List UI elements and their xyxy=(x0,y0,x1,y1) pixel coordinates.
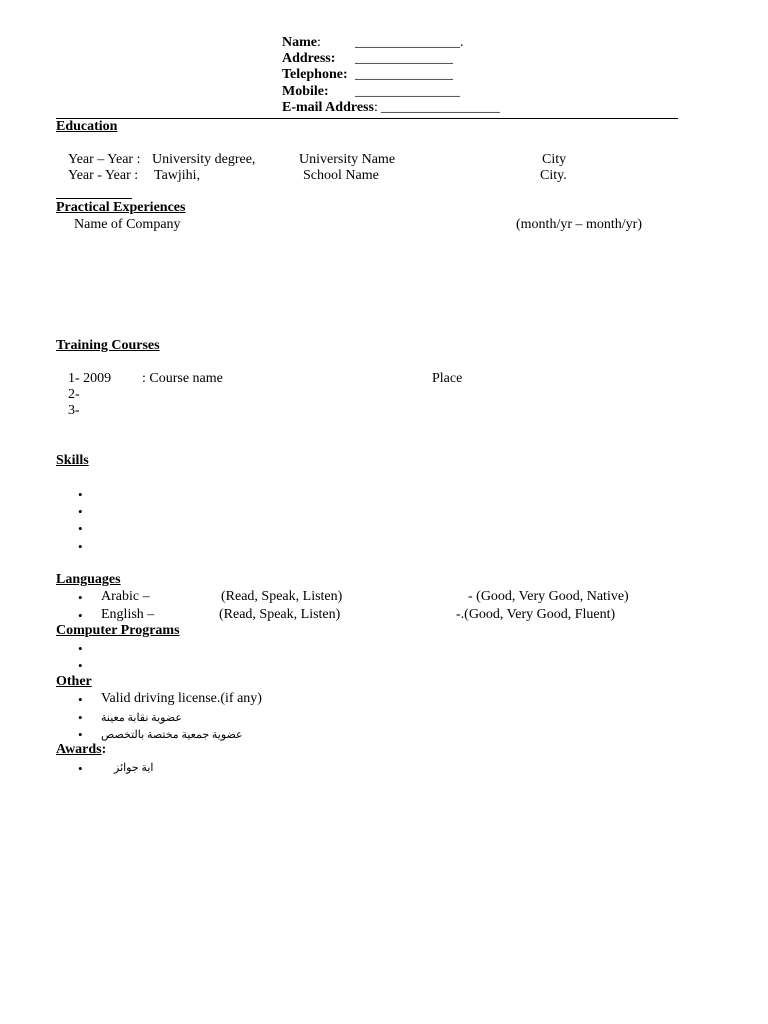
training-num-3: 3- xyxy=(68,403,80,418)
other-heading: Other xyxy=(56,674,92,689)
address-label: Address: xyxy=(282,51,336,66)
other-bullet-1: • xyxy=(78,692,83,707)
awards-item-1: اية جوائز xyxy=(114,762,154,774)
computer-programs-bullet-2: • xyxy=(78,658,83,673)
awards-heading: Awards: xyxy=(56,742,107,757)
header-divider xyxy=(56,118,678,119)
training-place-1: Place xyxy=(432,371,463,386)
experience-heading: Practical Experiences xyxy=(56,200,186,215)
telephone-label: Telephone: xyxy=(282,67,348,82)
experience-dates: (month/yr – month/yr) xyxy=(516,217,642,232)
language-skills-1: (Read, Speak, Listen) xyxy=(221,589,343,604)
experience-company: Name of Company xyxy=(74,217,181,232)
awards-bullet-1: • xyxy=(78,761,83,776)
computer-programs-bullet-1: • xyxy=(78,641,83,656)
skills-bullet-3: • xyxy=(78,521,83,536)
education-city-2: City. xyxy=(540,168,567,183)
education-institution-2: School Name xyxy=(303,168,379,183)
address-blank: ______________ xyxy=(355,51,453,66)
training-heading: Training Courses xyxy=(56,338,160,353)
language-skills-2: (Read, Speak, Listen) xyxy=(219,607,341,622)
languages-heading: Languages xyxy=(56,572,121,587)
other-bullet-2: • xyxy=(78,710,83,725)
education-heading: Education xyxy=(56,119,118,134)
skills-bullet-2: • xyxy=(78,504,83,519)
other-bullet-3: • xyxy=(78,727,83,742)
education-institution-1: University Name xyxy=(299,152,396,167)
language-name-1: Arabic – xyxy=(101,589,150,604)
name-blank: _______________. xyxy=(355,35,464,50)
skills-heading: Skills xyxy=(56,453,89,468)
other-item-1: Valid driving license.(if any) xyxy=(101,691,262,706)
language-bullet-2: • xyxy=(78,608,83,623)
other-item-3: عضوية جمعية مختصة بالتخصص xyxy=(101,729,243,741)
mobile-label: Mobile: xyxy=(282,84,329,99)
name-label: Name: xyxy=(282,35,321,50)
training-num-1: 1- 2009 xyxy=(68,371,112,386)
language-name-2: English – xyxy=(101,607,155,622)
education-years-1: Year – Year : xyxy=(68,152,141,167)
language-bullet-1: • xyxy=(78,590,83,605)
section-divider-short xyxy=(56,198,132,199)
education-degree-2: Tawjihi, xyxy=(154,168,201,183)
email-blank: _________________ xyxy=(381,100,500,115)
education-city-1: City xyxy=(542,152,567,167)
education-years-2: Year - Year : xyxy=(68,168,139,183)
computer-programs-heading: Computer Programs xyxy=(56,623,180,638)
skills-bullet-4: • xyxy=(78,539,83,554)
education-degree-1: University degree, xyxy=(152,152,256,167)
language-level-1: - (Good, Very Good, Native) xyxy=(468,589,629,604)
training-course-1: : Course name xyxy=(142,371,223,386)
telephone-blank: ______________ xyxy=(355,67,453,82)
mobile-blank: _______________ xyxy=(355,84,460,99)
language-level-2: -.(Good, Very Good, Fluent) xyxy=(456,607,616,622)
email-label: E-mail Address: xyxy=(282,100,378,115)
training-num-2: 2- xyxy=(68,387,80,402)
other-item-2: عضوية نقابة معينة xyxy=(101,712,182,724)
skills-bullet-1: • xyxy=(78,487,83,502)
